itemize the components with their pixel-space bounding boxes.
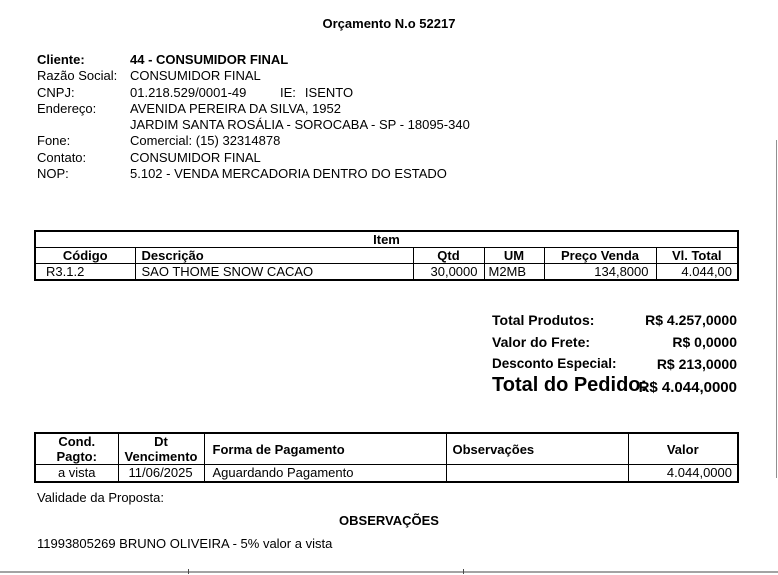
client-field-label: Fone: [37,133,71,149]
item-cell-vl-total: 4.044,00 [656,264,738,281]
column-header-cond-pagto: Cond. Pagto: [35,433,118,465]
client-field-value: CONSUMIDOR FINAL [130,149,261,165]
client-field-label [37,117,130,133]
payment-table-row [35,465,738,482]
item-table-row [35,264,738,281]
item-table [34,230,739,281]
column-header-dt-vencimento: Dt Vencimento [118,433,204,465]
column-header-descricao: Descrição [135,248,413,264]
payment-cell-valor: 4.044,0000 [628,465,738,482]
total-produtos-value: R$ 4.257,0000 [645,312,737,328]
client-field-label: CNPJ: [37,84,75,100]
observations-title: OBSERVAÇÕES [339,513,439,528]
validity-label: Validade da Proposta: [37,490,164,505]
item-table-group-header: Item [35,231,738,248]
desconto-especial-label: Desconto Especial: [492,356,617,371]
column-header-observacoes: Observações [446,433,628,465]
column-header-forma-pagamento: Forma de Pagamento [204,433,446,465]
client-row-fone [37,133,470,149]
payment-cell-forma-pagamento: Aguardando Pagamento [204,465,446,482]
observations-text: 11993805269 BRUNO OLIVEIRA - 5% valor a vista [37,536,333,551]
client-field-value: 5.102 - VENDA MERCADORIA DENTRO DO ESTADO [130,166,447,182]
item-table-group-header-row [35,231,738,248]
payment-cell-cond-pagto: a vista [35,465,118,482]
client-field-label: Contato: [37,149,87,165]
client-field-value: CONSUMIDOR FINAL [130,68,261,84]
cnpj-value: 01.218.529/0001-49 [130,84,247,100]
totals-block [34,306,737,406]
right-edge-divider [776,140,777,478]
payment-cell-dt-vencimento: 11/06/2025 [118,465,204,482]
page-title: Orçamento N.o 52217 [322,16,456,31]
item-cell-um: M2MB [484,264,544,281]
payment-table [34,432,739,483]
client-row-endereco-2 [37,117,470,133]
totals-row-total-produtos [34,312,737,332]
client-row-contato [37,150,470,166]
client-field-value: Comercial: (15) 32314878 [130,133,281,149]
column-header-um: UM [484,248,544,264]
column-header-vl-total: Vl. Total [656,248,738,264]
client-field-label: Endereço: [37,100,97,116]
payment-cell-observacoes [446,465,628,482]
client-field-value: 44 - CONSUMIDOR FINAL [130,52,289,67]
client-field-label: Cliente: [37,52,85,67]
client-row-cnpj [37,85,470,101]
payment-table-header-row [35,433,738,465]
client-field-value: AVENIDA PEREIRA DA SILVA, 1952 [130,100,341,116]
total-pedido-label: Total do Pedido: [492,374,648,396]
item-cell-codigo: R3.1.2 [35,264,135,281]
column-header-codigo: Código [35,248,135,264]
bottom-cutoff-table-border [0,571,778,573]
total-pedido-value: R$ 4.044,0000 [638,379,737,396]
column-header-preco-venda: Preço Venda [544,248,656,264]
client-row-razao-social [37,68,470,84]
valor-frete-value: R$ 0,0000 [672,334,737,350]
valor-frete-label: Valor do Frete: [492,334,591,350]
client-field-value: JARDIM SANTA ROSÁLIA - SOROCABA - SP - 18095-340 [130,117,470,133]
item-cell-descricao: SAO THOME SNOW CACAO [135,264,413,281]
column-header-qtd: Qtd [413,248,484,264]
ie-label: IE: [280,84,296,100]
client-row-nop [37,166,470,182]
column-header-valor: Valor [628,433,738,465]
item-table-header-row [35,248,738,264]
item-cell-preco-venda: 134,8000 [544,264,656,281]
client-row-endereco [37,101,470,117]
client-field-label: NOP: [37,166,69,182]
client-row-cliente [37,52,470,68]
totals-row-desconto-especial [34,356,737,376]
bottom-cutoff-divider-tick [463,569,464,574]
client-info-block [37,52,470,182]
item-cell-qtd: 30,0000 [413,264,484,281]
totals-row-total-pedido [34,374,737,400]
totals-row-valor-frete [34,334,737,354]
desconto-especial-value: R$ 213,0000 [656,356,737,372]
client-field-label: Razão Social: [37,68,118,84]
ie-value: ISENTO [304,84,354,100]
bottom-cutoff-divider-tick [188,569,189,574]
total-produtos-label: Total Produtos: [492,312,595,328]
